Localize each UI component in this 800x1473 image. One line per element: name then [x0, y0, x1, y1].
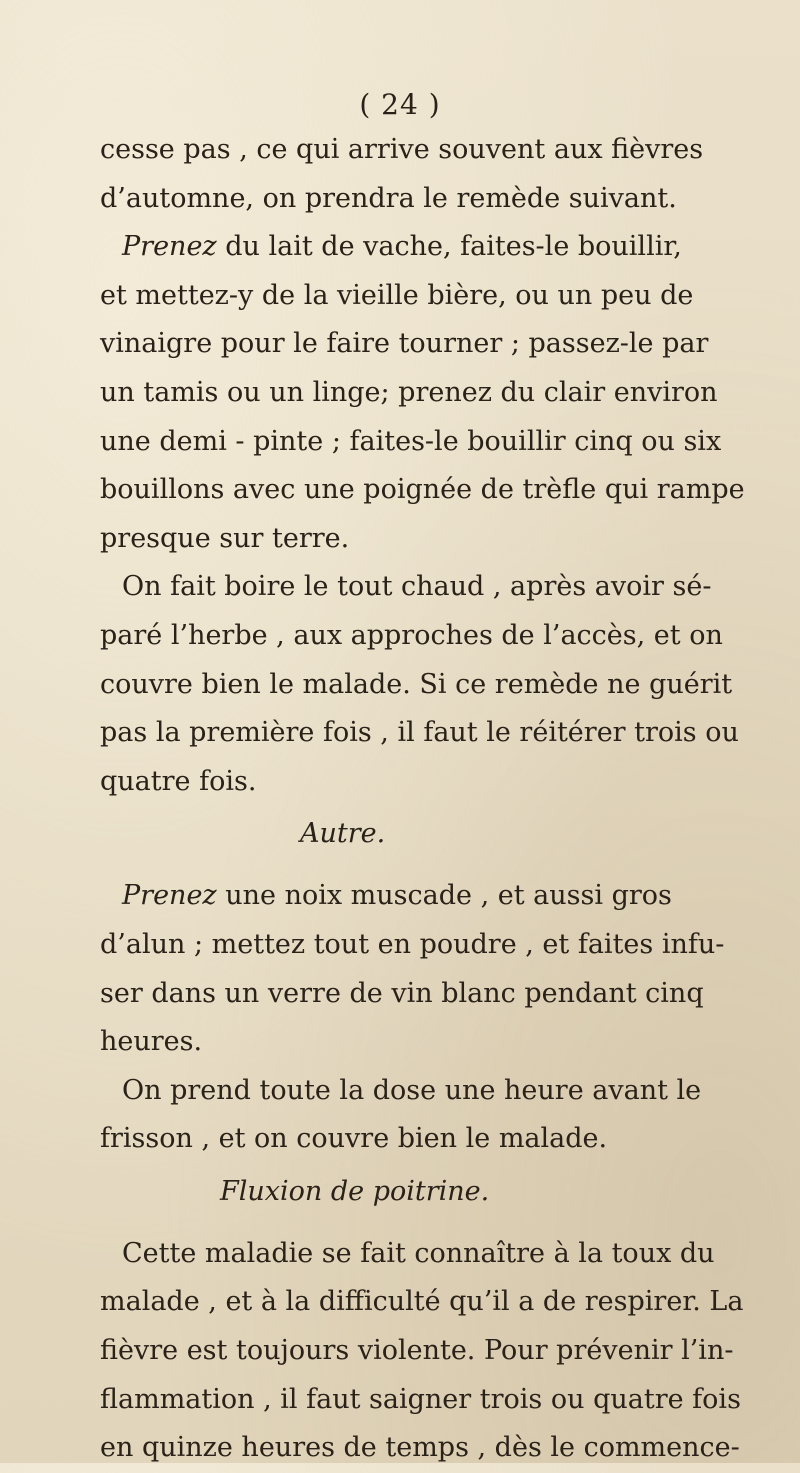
- paragraph-fluxion: [100, 1230, 790, 1473]
- text-line: ser dans un verre de vin blanc pendant cinq: [100, 977, 704, 1009]
- paragraph-recipe-nutmeg: [100, 872, 790, 1066]
- text-line: une demi - pinte ; faites-le bouillir cinq ou six: [100, 425, 722, 457]
- text-line: On fait boire le tout chaud , après avoir sé-: [122, 571, 712, 603]
- spacer: [100, 862, 790, 872]
- text-line: malade , et à la difficulté qu’il a de respirer. La: [100, 1286, 744, 1318]
- page-number: ( 24 ): [359, 88, 441, 121]
- text-line: On prend toute la dose une heure avant le: [122, 1074, 702, 1106]
- paragraph-dose: [100, 1067, 790, 1164]
- text-line: pas la première fois , il faut le réitérer trois ou: [100, 717, 739, 749]
- text-line: fièvre est toujours violente. Pour prévenir l’in-: [100, 1335, 734, 1367]
- text-line: heures.: [100, 1026, 203, 1058]
- paragraph-administration: [100, 563, 790, 806]
- text-line: quatre fois.: [100, 765, 257, 797]
- text-line: d’automne, on prendra le remède suivant.: [100, 182, 677, 214]
- text-line: bouillons avec une poignée de trèfle qui rampe: [100, 474, 745, 506]
- text-line: en quinze heures de temps , dès le commence-: [100, 1432, 740, 1464]
- italic-lead-word: Prenez: [122, 231, 217, 263]
- italic-lead-word: Prenez: [122, 880, 217, 912]
- page-body: [100, 126, 790, 1473]
- section-heading-fluxion: Fluxion de poitrine.: [220, 1175, 490, 1207]
- text-line: [100, 223, 790, 272]
- text-line: flammation , il faut saigner trois ou quatre fois: [100, 1383, 741, 1415]
- text-line: couvre bien le malade. Si ce remède ne guérit: [100, 668, 733, 700]
- text-line: cesse pas , ce qui arrive souvent aux fièvres: [100, 134, 704, 165]
- text-line-rest: une noix muscade , et aussi gros: [216, 880, 672, 912]
- text-line-rest: du lait de vache, faites-le bouillir,: [216, 231, 682, 263]
- section-heading-autre: Autre.: [300, 818, 386, 850]
- text-line: Cette maladie se fait connaître à la toux du: [122, 1237, 715, 1269]
- text-line: paré l’herbe , aux approches de l’accès, et on: [100, 619, 723, 651]
- text-line: un tamis ou un linge; prenez du clair environ: [100, 376, 718, 408]
- text-line: presque sur terre.: [100, 522, 350, 554]
- paragraph-continuation: [100, 126, 790, 223]
- text-line: vinaigre pour le faire tourner ; passez-le par: [100, 328, 709, 360]
- text-line: frisson , et on couvre bien le malade.: [100, 1123, 608, 1155]
- paragraph-recipe-milk: [100, 223, 790, 563]
- text-line: et mettez-y de la vieille bière, ou un peu de: [100, 279, 694, 311]
- spacer: [100, 1220, 790, 1230]
- text-line: d’alun ; mettez tout en poudre , et faites infu-: [100, 928, 725, 960]
- text-line: [100, 872, 790, 921]
